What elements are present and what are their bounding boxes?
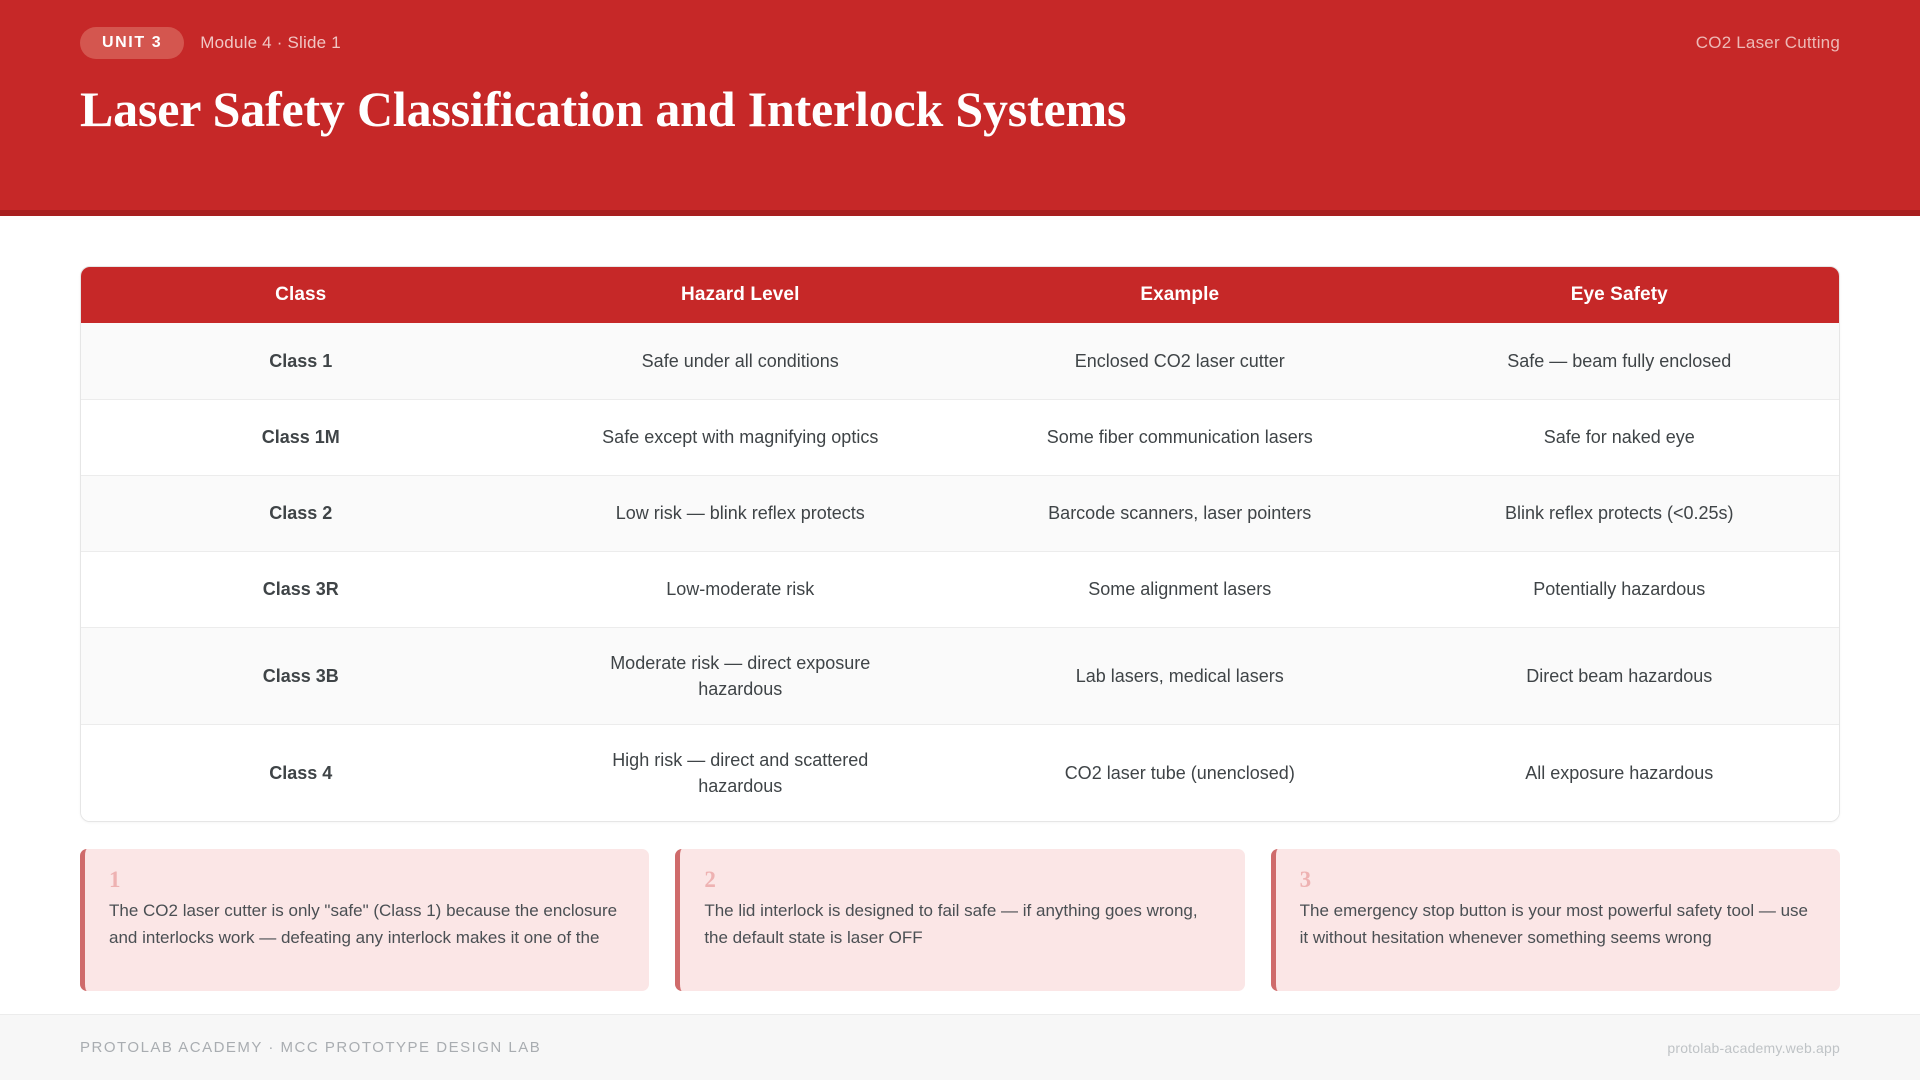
- callout-number: 3: [1299, 866, 1312, 892]
- table-row: [81, 475, 1839, 551]
- module-slide-label: Module 4 · Slide 1: [200, 33, 341, 52]
- cell-class: Class 3R: [81, 551, 521, 627]
- cell-class: Class 4: [81, 724, 521, 821]
- cell-class: Class 1: [81, 323, 521, 399]
- table-row: [81, 627, 1839, 724]
- cell-class: Class 3B: [81, 627, 521, 724]
- unit-badge: UNIT 3: [80, 27, 184, 59]
- cell-class: Class 1M: [81, 399, 521, 475]
- callout-number: 2: [704, 866, 716, 892]
- cell-hazard-level-tail: hazardous: [698, 678, 783, 699]
- callout-text: The emergency stop button is your most powerful safety tool — use it without hesitation whenever something seems wrong: [1299, 901, 1809, 948]
- cell-hazard-level: [521, 627, 961, 724]
- table-row: [81, 399, 1839, 475]
- table-row: [81, 323, 1839, 399]
- cell-class: Class 2: [81, 475, 521, 551]
- callout-card-group: [80, 849, 1840, 991]
- page-title: Laser Safety Classification and Interlock Systems: [80, 81, 1127, 137]
- cell-example: Enclosed CO2 laser cutter: [960, 323, 1400, 399]
- callout-card: [675, 849, 1244, 991]
- slide-body: [0, 216, 1920, 1014]
- cell-eye-safety: Potentially hazardous: [1400, 551, 1840, 627]
- column-header-eye-safety: Eye Safety: [1400, 267, 1840, 323]
- cell-hazard-level: [521, 399, 961, 475]
- cell-hazard-level-main: High risk — direct and scattered: [612, 749, 869, 770]
- column-header-example: Example: [960, 267, 1400, 323]
- callout-card: [80, 849, 649, 991]
- cell-hazard-level: [521, 551, 961, 627]
- cell-hazard-level: [521, 323, 961, 399]
- cell-eye-safety: Safe for naked eye: [1400, 399, 1840, 475]
- cell-example: Lab lasers, medical lasers: [960, 627, 1400, 724]
- header-meta-group: [80, 27, 341, 59]
- table-head: [81, 267, 1839, 323]
- slide-footer: [0, 1014, 1920, 1080]
- cell-eye-safety: All exposure hazardous: [1400, 724, 1840, 821]
- table-header-row: [81, 267, 1839, 323]
- callout-number: 1: [109, 866, 121, 892]
- cell-hazard-level-main: Safe except with magnifying optics: [602, 426, 879, 447]
- cell-eye-safety: Direct beam hazardous: [1400, 627, 1840, 724]
- table-row: [81, 551, 1839, 627]
- callout-text: The lid interlock is designed to fail safe — if anything goes wrong, the default state is laser OFF: [704, 901, 1198, 948]
- course-label: CO2 Laser Cutting: [1695, 33, 1840, 52]
- cell-hazard-level-tail: hazardous: [698, 775, 783, 796]
- callout-text: The CO2 laser cutter is only "safe" (Class 1) because the enclosure and interlocks work — defeating any interlock makes it one of the: [109, 901, 618, 948]
- table-row: [81, 724, 1839, 821]
- column-header-class: Class: [81, 267, 521, 323]
- header-top-bar: [80, 26, 1840, 60]
- footer-brand-label: PROTOLAB ACADEMY · MCC PROTOTYPE DESIGN LAB: [80, 1039, 542, 1056]
- cell-example: Barcode scanners, laser pointers: [960, 475, 1400, 551]
- callout-card: [1271, 849, 1840, 991]
- cell-hazard-level: [521, 724, 961, 821]
- cell-hazard-level-main: Moderate risk — direct exposure: [610, 652, 871, 673]
- footer-url-label: protolab-academy.web.app: [1667, 1039, 1840, 1056]
- column-header-hazard-level: Hazard Level: [521, 267, 961, 323]
- cell-example: Some fiber communication lasers: [960, 399, 1400, 475]
- cell-hazard-level: [521, 475, 961, 551]
- cell-hazard-level-main: Low-moderate risk: [666, 578, 815, 599]
- cell-example: Some alignment lasers: [960, 551, 1400, 627]
- laser-class-table-container: [80, 266, 1840, 822]
- cell-example: CO2 laser tube (unenclosed): [960, 724, 1400, 821]
- laser-class-table: [81, 267, 1839, 821]
- cell-eye-safety: Safe — beam fully enclosed: [1400, 323, 1840, 399]
- cell-hazard-level-main: Low risk — blink reflex protects: [615, 502, 865, 523]
- cell-eye-safety: Blink reflex protects (<0.25s): [1400, 475, 1840, 551]
- cell-hazard-level-main: Safe under all conditions: [641, 350, 839, 371]
- slide-header: [0, 0, 1920, 216]
- table-body: [81, 323, 1839, 821]
